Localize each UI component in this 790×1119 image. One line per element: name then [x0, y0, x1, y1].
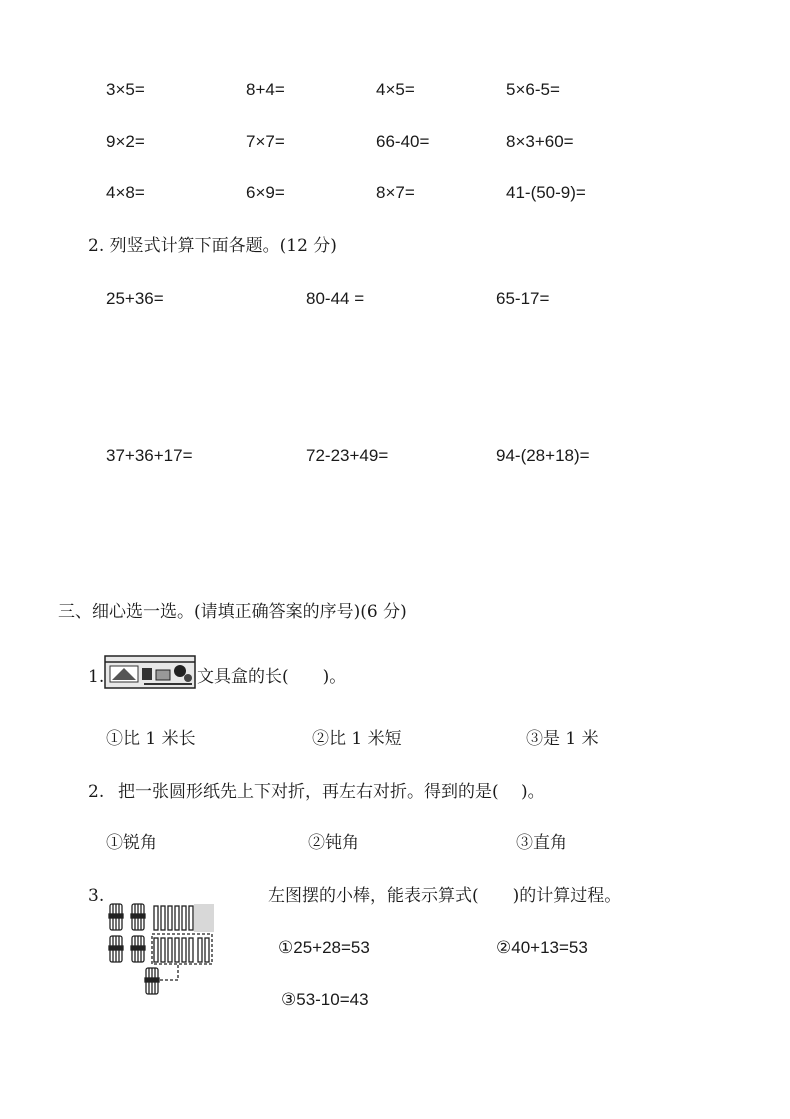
question-3-text: 左图摆的小棒，能表示算式( )的计算过程。: [268, 886, 622, 906]
question-3-number: 3.: [88, 886, 105, 906]
q2-option-2: ②钝角: [308, 833, 359, 853]
vertical-calc-item: 72-23+49=: [306, 446, 389, 465]
pencil-case-image: [104, 654, 196, 690]
sticks-diagram: [108, 900, 218, 996]
vertical-calc-heading: 2. 列竖式计算下面各题。(12 分): [88, 236, 337, 256]
section-3-heading: 三、细心选一选。(请填正确答案的序号)(6 分): [58, 602, 407, 622]
oral-calc-item: 8×7=: [376, 183, 415, 202]
vertical-calc-item: 25+36=: [106, 289, 164, 308]
oral-calc-item: 6×9=: [246, 183, 285, 202]
oral-calc-item: 9×2=: [106, 132, 145, 151]
vertical-calc-item: 80-44 =: [306, 289, 365, 308]
oral-calc-item: 41-(50-9)=: [506, 183, 586, 202]
oral-calc-item: 5×6-5=: [506, 80, 560, 99]
oral-calc-item: 3×5=: [106, 80, 145, 99]
question-1-text: 文具盒的长( )。: [197, 667, 347, 687]
q2-option-1: ①锐角: [106, 833, 157, 853]
q3-option-2: ②40+13=53: [496, 938, 588, 957]
oral-calc-item: 7×7=: [246, 132, 285, 151]
question-1-number: 1.: [88, 667, 105, 687]
vertical-calc-item: 94-(28+18)=: [496, 446, 590, 465]
question-2-number: 2.: [88, 782, 105, 802]
vertical-calc-item: 37+36+17=: [106, 446, 193, 465]
vertical-calc-item: 65-17=: [496, 289, 550, 308]
oral-calc-item: 4×8=: [106, 183, 145, 202]
q3-option-3: ③53-10=43: [281, 990, 369, 1009]
oral-calc-item: 66-40=: [376, 132, 430, 151]
q1-option-2: ②比 1 米短: [312, 729, 402, 749]
oral-calc-item: 4×5=: [376, 80, 415, 99]
oral-calc-item: 8×3+60=: [506, 132, 574, 151]
question-2-text: 把一张圆形纸先上下对折，再左右对折。得到的是( )。: [118, 782, 545, 802]
oral-calc-item: 8+4=: [246, 80, 285, 99]
q1-option-3: ③是 1 米: [526, 729, 599, 749]
q1-option-1: ①比 1 米长: [106, 729, 196, 749]
q2-option-3: ③直角: [516, 833, 567, 853]
q3-option-1: ①25+28=53: [278, 938, 370, 957]
